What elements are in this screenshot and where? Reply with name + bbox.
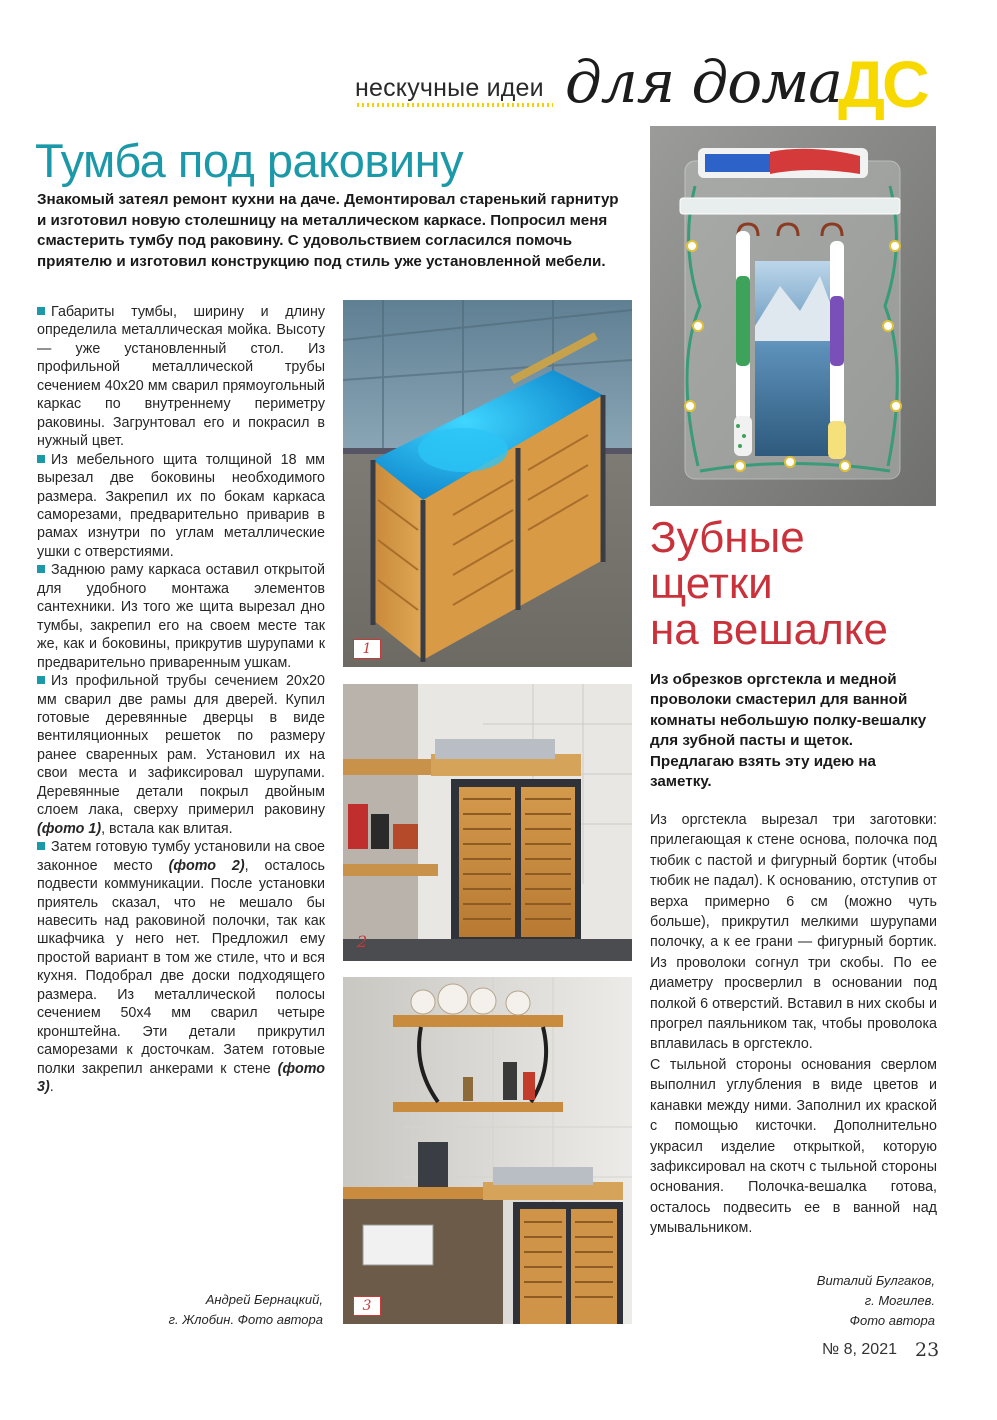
article1-paragraph: Из профильной трубы сечением 20х20 мм сварил две рамы для дверей. Купил готовые деревянные дверцы в виде вентиляционных решеток по размеру ранее сваренных рам. Установил их на свои места и зафиксировал шурупами. Деревянные детали покрыл двойным слоем лака, сверху примерил раковину (фото 1), встала как влитая. (37, 673, 325, 837)
photo-sink-cabinet (343, 300, 632, 667)
article1-paragraph: Заднюю раму каркаса оставил открытой для удобного монтажа элементов сантехники. Из того же щита вырезал дно тумбы, закрепил его на своем месте так же, как и боковины, прикрутив шурупами к предварительно приваренным ушкам. (37, 562, 325, 671)
article2-title-line: на вешалке (650, 605, 889, 654)
photo-reference: (фото 3) (37, 1060, 325, 1096)
issue-number: № 8, 2021 (822, 1341, 897, 1358)
photo-kitchen-installed-illustration (343, 684, 632, 961)
article1-lead: Знакомый затеял ремонт кухни на даче. Демонтировал старенький гарнитур и изготовил новую столешницу на металлическом каркасе. Попросил меня смастерить тумбу под раковину. С удовольствием согласился помочь приятелю и изготовил конструкцию под стиль уже установленной мебели. (37, 191, 619, 270)
bullet-square-icon (37, 676, 45, 684)
photo-number-label: 3 (353, 1296, 381, 1316)
bullet-square-icon (37, 307, 45, 315)
photo-reference: (фото 1) (37, 820, 102, 837)
photo-number-label: 1 (353, 639, 381, 659)
article2-paragraph: С тыльной стороны основания сверлом выполнил углубления в виде цветов и канавки между ними. Заполнил их краской с помощью кисточки. Дополнительно украсил изделие открыткой, которую зафиксировал на скотч с тыльной стороны основания. Полочка-вешалка готова, осталось подвесить ее в ванной над умывальником. (650, 1056, 937, 1237)
magazine-logo: ДС (838, 47, 927, 121)
article1-paragraph: Габариты тумбы, ширину и длину определила металлическая мойка. Высоту — уже установленный стол. Из профильной металлической трубы сечением 40х20 мм сварил прямоугольный каркас по внутреннему периметру раковины. Загрунтовал его и покрасил в нужный цвет. (37, 304, 325, 450)
article2-title-line: щетки (650, 559, 773, 608)
author-name: Андрей Бернацкий, (205, 1292, 323, 1307)
photo-credit: Фото автора (849, 1313, 935, 1328)
bullet-square-icon (37, 842, 45, 850)
article1-title: Тумба под раковину (35, 134, 464, 187)
article1-body (37, 303, 325, 1096)
article1-signature (120, 1290, 323, 1330)
photo-kitchen-shelves (343, 977, 632, 1324)
page-number: 23 (915, 1339, 940, 1361)
article2-signature (730, 1271, 935, 1331)
photo-number-label: 2 (357, 932, 368, 951)
photo-sink-cabinet-illustration (343, 300, 632, 667)
article2-lead: Из обрезков оргстекла и медной проволоки смастерил для ванной комнаты небольшую полку-вешалку для зубной пасты и щеток. Предлагаю взять эту идею на заметку. (650, 671, 927, 791)
article2-title (650, 515, 950, 653)
article1-paragraph: Из мебельного щита толщиной 18 мм вырезал две боковины необходимого размера. Закрепил их по бокам каркаса саморезами, предварительно приварив в рамах изнутри по углам металлические ушки с отверстиями. (37, 451, 325, 560)
article2-body (650, 810, 937, 1239)
rubric-title: для дома (565, 48, 842, 116)
bullet-square-icon (37, 455, 45, 463)
rubric-label: нескучные идеи (355, 74, 544, 102)
rubric-underline (357, 103, 553, 107)
photo-reference: (фото 2) (168, 857, 245, 874)
photo-toothbrush-holder (650, 126, 936, 506)
article2-paragraph: Из оргстекла вырезал три заготовки: прилегающая к стене основа, полочка под тюбик с пастой и фигурный бортик (чтобы тюбик не падал). К основанию, отступив от верха примерно 6 см (можно чуть больше), прикрутил мелкими шурупами полочку, а к ее грани — фигурный бортик. Из проволоки согнул три скобы. По ее диаметру просверлил в основании под полкой 6 отверстий. Вставил в них скобы и прогрел паяльником так, чтобы проволока вплавилась в оргстекло. (650, 812, 937, 1053)
article1-paragraph: Затем готовую тумбу установили на свое законное место (фото 2), осталось подвести коммуникации. После установки приятель сказал, что не мешало бы навесить над раковиной полочки, так как шкафчика у него нет. Предложил ему простой вариант в том же стиле, что и вся кухня. Подобрал две доски подходящего размера. Из металлической полосы сечением 50х4 мм сварил четыре кронштейна. Эти детали прикрутил саморезами к досточкам. Затем готовые полки закрепил анкерами к стене (фото 3). (37, 839, 325, 1096)
photo-kitchen-installed (343, 684, 632, 961)
author-place: г. Жлобин. Фото автора (168, 1312, 323, 1327)
bullet-square-icon (37, 565, 45, 573)
photo-kitchen-shelves-illustration (343, 977, 632, 1324)
author-place: г. Могилев. (864, 1293, 935, 1308)
article2-title-line: Зубные (650, 513, 805, 562)
author-name: Виталий Булгаков, (816, 1273, 935, 1288)
photo-toothbrush-holder-illustration (650, 126, 936, 506)
